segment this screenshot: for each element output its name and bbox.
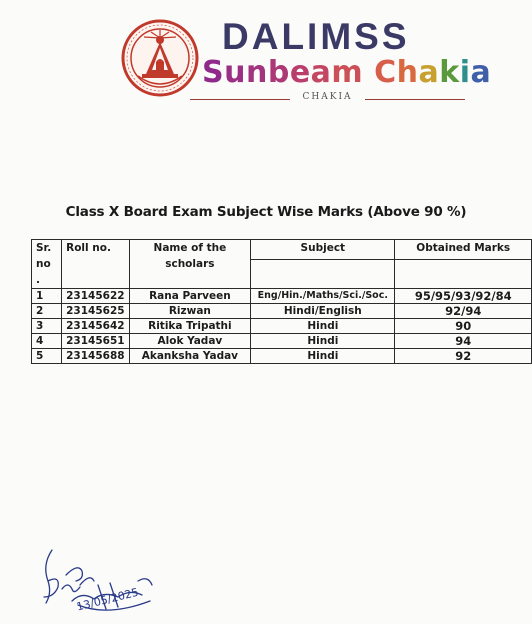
brand-place-label: CHAKIA bbox=[302, 92, 353, 102]
header-sr-line1: Sr. bbox=[36, 242, 52, 254]
header-sr-line2: no bbox=[36, 258, 51, 270]
header-sr-line3: . bbox=[36, 274, 40, 286]
cell-subject: Hindi/English bbox=[251, 304, 395, 319]
brand-letter: a bbox=[310, 55, 332, 90]
brand-letter: i bbox=[459, 55, 471, 90]
cell-sr-no: 1 bbox=[32, 289, 62, 304]
cell-obtained-marks: 90 bbox=[395, 319, 532, 334]
header-subject bbox=[251, 240, 395, 260]
school-logo-emblem bbox=[120, 18, 200, 98]
cell-obtained-marks: 95/95/93/92/84 bbox=[395, 289, 532, 304]
header-sr-no bbox=[32, 240, 62, 289]
divider-right bbox=[365, 99, 465, 100]
brand-letter: a bbox=[470, 55, 492, 90]
header-subject-label: Subject bbox=[300, 242, 346, 254]
marks-table-body bbox=[32, 289, 532, 364]
brand-letter: e bbox=[289, 55, 311, 90]
cell-scholar-name: Akanksha Yadav bbox=[129, 349, 251, 364]
cell-sr-no: 5 bbox=[32, 349, 62, 364]
cell-subject: Hindi bbox=[251, 349, 395, 364]
cell-scholar-name: Rana Parveen bbox=[129, 289, 251, 304]
signature-date: 13/05/2025 bbox=[75, 585, 140, 614]
header-name-line1: Name of the bbox=[153, 242, 227, 254]
table-row bbox=[32, 304, 532, 319]
brand-letter: m bbox=[331, 55, 364, 90]
cell-roll-no: 23145651 bbox=[62, 334, 129, 349]
brand-letter: a bbox=[418, 55, 440, 90]
cell-obtained-marks: 92 bbox=[395, 349, 532, 364]
cell-subject: Hindi bbox=[251, 334, 395, 349]
header-roll-no bbox=[62, 240, 129, 289]
table-row bbox=[32, 289, 532, 304]
signature-with-date bbox=[38, 545, 158, 620]
document-title: Class X Board Exam Subject Wise Marks (Above 90 %) bbox=[65, 204, 467, 220]
brand-letter: u bbox=[224, 55, 246, 90]
cell-sr-no: 3 bbox=[32, 319, 62, 334]
table-row bbox=[32, 319, 532, 334]
cell-scholar-name: Alok Yadav bbox=[129, 334, 251, 349]
brand-letter: b bbox=[267, 55, 290, 90]
header-obtained-marks bbox=[395, 240, 532, 260]
marks-table bbox=[31, 239, 532, 364]
cell-roll-no: 23145625 bbox=[62, 304, 129, 319]
cell-sr-no: 2 bbox=[32, 304, 62, 319]
brand-letter bbox=[363, 55, 374, 90]
header-roll-label: Roll no. bbox=[66, 242, 111, 254]
brand-letter: C bbox=[374, 55, 397, 90]
table-header-row bbox=[32, 240, 532, 260]
brand-letter: n bbox=[245, 55, 268, 90]
header-marks-blank bbox=[395, 260, 532, 289]
brand-name-dalimss: DALIMSS bbox=[222, 16, 410, 57]
brand-name-sunbeam-chakia bbox=[202, 55, 491, 90]
cell-roll-no: 23145688 bbox=[62, 349, 129, 364]
cell-obtained-marks: 92/94 bbox=[395, 304, 532, 319]
brand-letter: S bbox=[202, 55, 225, 90]
header-scholar-name bbox=[129, 240, 251, 289]
brand-letter: k bbox=[439, 55, 460, 90]
cell-sr-no: 4 bbox=[32, 334, 62, 349]
header-marks-label: Obtained Marks bbox=[416, 242, 511, 254]
brand-letter: h bbox=[396, 55, 419, 90]
cell-obtained-marks: 94 bbox=[395, 334, 532, 349]
cell-roll-no: 23145622 bbox=[62, 289, 129, 304]
cell-scholar-name: Ritika Tripathi bbox=[129, 319, 251, 334]
header-subject-blank bbox=[251, 260, 395, 289]
table-row bbox=[32, 334, 532, 349]
cell-scholar-name: Rizwan bbox=[129, 304, 251, 319]
cell-subject: Eng/Hin./Maths/Sci./Soc. bbox=[251, 289, 395, 304]
table-row bbox=[32, 349, 532, 364]
brand-place-row bbox=[190, 92, 465, 106]
cell-roll-no: 23145642 bbox=[62, 319, 129, 334]
cell-subject: Hindi bbox=[251, 319, 395, 334]
header-name-line2: scholars bbox=[165, 258, 215, 270]
